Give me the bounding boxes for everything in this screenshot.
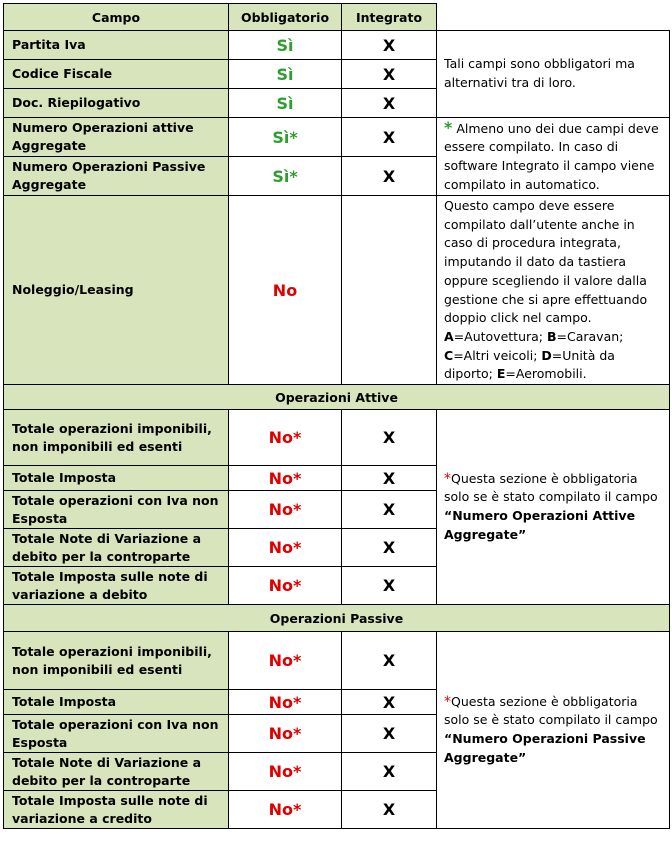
note-alternatives: Tali campi sono obbligatori ma alternativi tra di loro. [437,31,670,118]
fields-table [3,3,670,829]
integrato-mark: X [342,632,437,690]
field-attive-totale-imposta: Totale Imposta [4,466,229,491]
integrato-mark: X [342,715,437,753]
integrato-mark: X [342,60,437,89]
obbl-value: No* [229,410,342,466]
integrato-mark: X [342,753,437,791]
obbl-value: Sì [229,31,342,60]
field-codice-fiscale: Codice Fiscale [4,60,229,89]
field-passive-totale-imposta: Totale Imposta [4,690,229,715]
integrato-mark: X [342,157,437,196]
note-noleggio-text: Questo campo deve essere compilato dall’utente anche in caso di procedura integrata, imputando il dato da tastiera oppure scegliendo il valore dalla gestione che si apre effettuando doppio click nel campo. [444,198,648,326]
field-partita-iva: Partita Iva [4,31,229,60]
field-noleggio: Noleggio/Leasing [4,196,229,385]
section-title-attive: Operazioni Attive [4,385,670,410]
field-passive-totale-operazioni: Totale operazioni imponibili, non imponibili ed esenti [4,632,229,690]
obbl-value: No* [229,690,342,715]
table-row [4,118,670,157]
integrato-mark: X [342,31,437,60]
integrato-mark: X [342,690,437,715]
integrato-empty [342,196,437,385]
header-blank [437,4,670,31]
integrato-mark: X [342,567,437,605]
integrato-mark: X [342,491,437,529]
integrato-mark: X [342,791,437,829]
field-passive-imposta-note: Totale Imposta sulle note di variazione a credito [4,791,229,829]
obbl-value: Sì* [229,118,342,157]
section-title-passive: Operazioni Passive [4,605,670,632]
note-attive: *Questa sezione è obbligatoria solo se è stato compilato il campo “Numero Operazioni Attive Aggregate” [437,410,670,605]
field-doc-riepilogativo: Doc. Riepilogativo [4,89,229,118]
note-passive: *Questa sezione è obbligatoria solo se è stato compilato il campo “Numero Operazioni Passive Aggregate” [437,632,670,829]
field-attive-iva-non-esposta: Totale operazioni con Iva non Esposta [4,491,229,529]
integrato-mark: X [342,89,437,118]
note-almeno-text: Almeno uno dei due campi deve essere compilato. In caso di software Integrato il campo viene compilato in automatico. [444,120,659,192]
obbl-value: No* [229,567,342,605]
obbl-value: No* [229,791,342,829]
field-num-op-passive: Numero Operazioni Passive Aggregate [4,157,229,196]
obbl-value: No* [229,491,342,529]
table-row [4,196,670,385]
field-attive-note-variazione: Totale Note di Variazione a debito per la controparte [4,529,229,567]
integrato-mark: X [342,466,437,491]
green-asterisk: * [444,117,453,137]
obbl-value: No* [229,632,342,690]
integrato-mark: X [342,529,437,567]
field-passive-note-variazione: Totale Note di Variazione a debito per la controparte [4,753,229,791]
obbl-value: Sì [229,89,342,118]
table-row [4,632,670,690]
table-row [4,31,670,60]
field-passive-iva-non-esposta: Totale operazioni con Iva non Esposta [4,715,229,753]
obbl-value: Sì* [229,157,342,196]
note-noleggio [437,196,670,385]
obbl-value: No* [229,466,342,491]
header-campo: Campo [4,4,229,31]
integrato-mark: X [342,410,437,466]
field-attive-imposta-note: Totale Imposta sulle note di variazione a debito [4,567,229,605]
table-row [4,410,670,466]
obbl-value: No* [229,753,342,791]
field-num-op-attive: Numero Operazioni attive Aggregate [4,118,229,157]
obbl-value: Sì [229,60,342,89]
field-attive-totale-operazioni: Totale operazioni imponibili, non imponibili ed esenti [4,410,229,466]
obbl-value: No* [229,715,342,753]
vehicle-codes: A=Autovettura; B=Caravan; C=Altri veicoli; D=Unità da diporto; E=Aeromobili. [444,328,624,382]
obbl-value: No [229,196,342,385]
note-almeno-uno [437,118,670,196]
integrato-mark: X [342,118,437,157]
header-integrato: Integrato [342,4,437,31]
header-obbligatorio: Obbligatorio [229,4,342,31]
obbl-value: No* [229,529,342,567]
